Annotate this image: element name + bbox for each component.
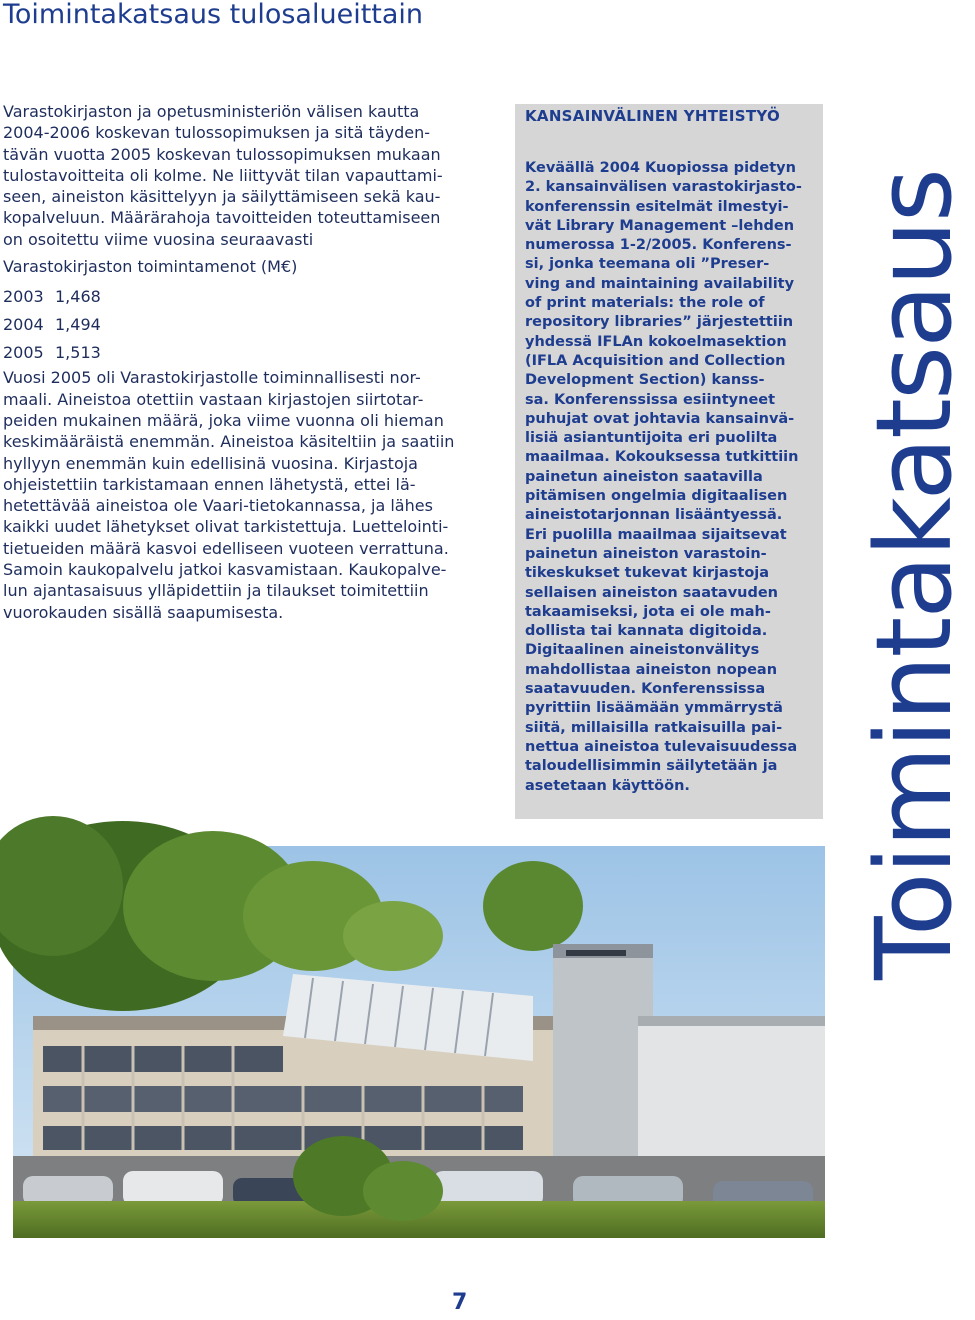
text-line: kaikki uudet lähetykset olivat tarkistettuja. Luettelointi- xyxy=(3,517,449,537)
sidebar-line: taloudellisimmin säilytetään ja xyxy=(525,758,778,775)
text-line: vuorokauden sisällä saapumisesta. xyxy=(3,602,284,622)
sidebar-line: sa. Konferenssissa esiintyneet xyxy=(525,391,776,408)
text-line: on osoitettu viime vuosina seuraavasti xyxy=(3,229,314,249)
text-line: Vuosi 2005 oli Varastokirjastolle toiminnallisesti nor- xyxy=(3,368,421,388)
text-line: ohjeistettiin tarkistamaan ennen lähetystä, ettei lä- xyxy=(3,474,416,494)
text-line: lun ajantasaisuus ylläpidettiin ja tilaukset toimitettiin xyxy=(3,581,429,601)
sidebar-line: siitä, millaisilla ratkaisuilla pai- xyxy=(525,719,783,736)
text-line: Varastokirjaston ja opetusministeriön välisen kautta xyxy=(3,102,420,121)
sidebar-line: Development Section) kanss- xyxy=(525,372,765,389)
text-line: maali. Aineistoa otettiin vastaan kirjastojen siirtotar- xyxy=(3,389,424,409)
text-line: kopalveluun. Määrärahoja tavoitteiden toteuttamiseen xyxy=(3,208,441,228)
page-number: 7 xyxy=(452,1290,468,1315)
sidebar-line: asetetaan käyttöön. xyxy=(525,777,690,794)
building-photo-image xyxy=(13,846,825,1238)
text-line: seen, aineiston käsittelyyn ja säilyttämiseen sekä kau- xyxy=(3,187,441,207)
text-line: peiden mukainen määrä, joka viime vuonna oli hieman xyxy=(3,410,444,430)
text-line: tävän vuotta 2005 koskevan tulossopimuksen mukaan xyxy=(3,144,441,164)
text-line: hetettävää aineistoa ole Vaari-tietokannassa, ja lähes xyxy=(3,496,433,516)
value-cell: 1,513 xyxy=(55,343,101,363)
sidebar-line: (IFLA Acquisition and Collection xyxy=(525,352,786,369)
sidebar-line: Keväällä 2004 Kuopiossa pidetyn xyxy=(525,160,796,176)
building-photo xyxy=(13,846,825,1238)
sidebar-line: pitämisen ongelmia digitaalisen xyxy=(525,488,788,505)
page-title: Toimintakatsaus tulosalueittain xyxy=(3,0,424,30)
sidebar-text xyxy=(525,159,820,796)
sidebar-line: vät Library Management –lehden xyxy=(525,217,795,234)
sidebar-line: 2. kansainvälisen varastokirjasto- xyxy=(525,179,802,196)
sidebar-line: nettua aineistoa tulevaisuudessa xyxy=(525,738,798,755)
sidebar-line: Eri puolilla maailmaa sijaitsevat xyxy=(525,526,787,543)
sidebar-box xyxy=(515,104,823,819)
sidebar-line: painetun aineiston saatavilla xyxy=(525,468,763,485)
text-line: keskimääräistä enemmän. Aineistoa käsiteltiin ja saatiin xyxy=(3,432,455,452)
value-cell: 1,494 xyxy=(55,315,101,335)
intro-paragraph xyxy=(3,101,478,250)
sidebar-line: aineistotarjonnan lisääntyessä. xyxy=(525,507,783,524)
sidebar-heading: KANSAINVÄLINEN YHTEISTYÖ xyxy=(525,107,781,125)
table-title: Varastokirjaston toimintamenot (M€) xyxy=(3,257,298,277)
sidebar-line: maailmaa. Kokouksessa tutkittiin xyxy=(525,449,799,466)
sidebar-line: painetun aineiston varastoin- xyxy=(525,545,767,562)
table-row xyxy=(3,339,478,367)
body-column xyxy=(3,101,478,623)
year-cell: 2003 xyxy=(3,287,44,307)
sidebar-line: ving and maintaining availability xyxy=(525,275,795,292)
sidebar-line: saatavuuden. Konferenssissa xyxy=(525,681,766,698)
sidebar-line: mahdollistaa aineiston nopean xyxy=(525,661,778,678)
year-cell: 2004 xyxy=(3,315,44,335)
table-row xyxy=(3,311,478,339)
text-line: 2004-2006 koskevan tulossopimuksen ja sitä täyden- xyxy=(3,123,431,143)
sidebar-line: repository libraries” järjestettiin xyxy=(525,314,794,331)
sidebar-line: pyrittiin lisäämään ymmärrystä xyxy=(525,700,783,717)
sidebar-line: takaamiseksi, jota ei ole mah- xyxy=(525,603,771,620)
value-cell: 1,468 xyxy=(55,287,101,307)
table-row xyxy=(3,283,478,311)
text-line: hyllyyn enemmän kuin edellisinä vuosina. Kirjastoja xyxy=(3,453,418,473)
sidebar-line: tikeskukset tukevat kirjastoja xyxy=(525,565,770,582)
sidebar-line: si, jonka teemana oli ”Preser- xyxy=(525,256,770,273)
sidebar-line: numerossa 1-2/2005. Konferens- xyxy=(525,237,792,254)
sidebar-line: konferenssin esitelmät ilmestyi- xyxy=(525,198,789,215)
year-cell: 2005 xyxy=(3,343,44,363)
sidebar-line: of print materials: the role of xyxy=(525,295,765,312)
results-paragraph xyxy=(3,367,478,623)
sidebar-line: puhujat ovat johtavia kansainvä- xyxy=(525,410,795,427)
text-line: tietueiden määrä kasvoi edelliseen vuoteen verrattuna. xyxy=(3,538,449,558)
text-line: Samoin kaukopalvelu jatkoi kasvamistaan. Kaukopalve- xyxy=(3,560,447,580)
sidebar-line: Digitaalinen aineistonvälitys xyxy=(525,642,760,659)
text-line: tulostavoitteita oli kolme. Ne liittyvät tilan vapauttami- xyxy=(3,165,443,185)
expenses-table xyxy=(3,256,478,367)
sidebar-line: lisiä asiantuntijoita eri puolilta xyxy=(525,430,778,447)
sidebar-line: dollista tai kannata digitoida. xyxy=(525,623,768,640)
sidebar-line: sellaisen aineiston saatavuden xyxy=(525,584,778,601)
side-title: Toimintakatsaus xyxy=(853,170,975,980)
sidebar-line: yhdessä IFLAn kokoelmasektion xyxy=(525,333,787,350)
